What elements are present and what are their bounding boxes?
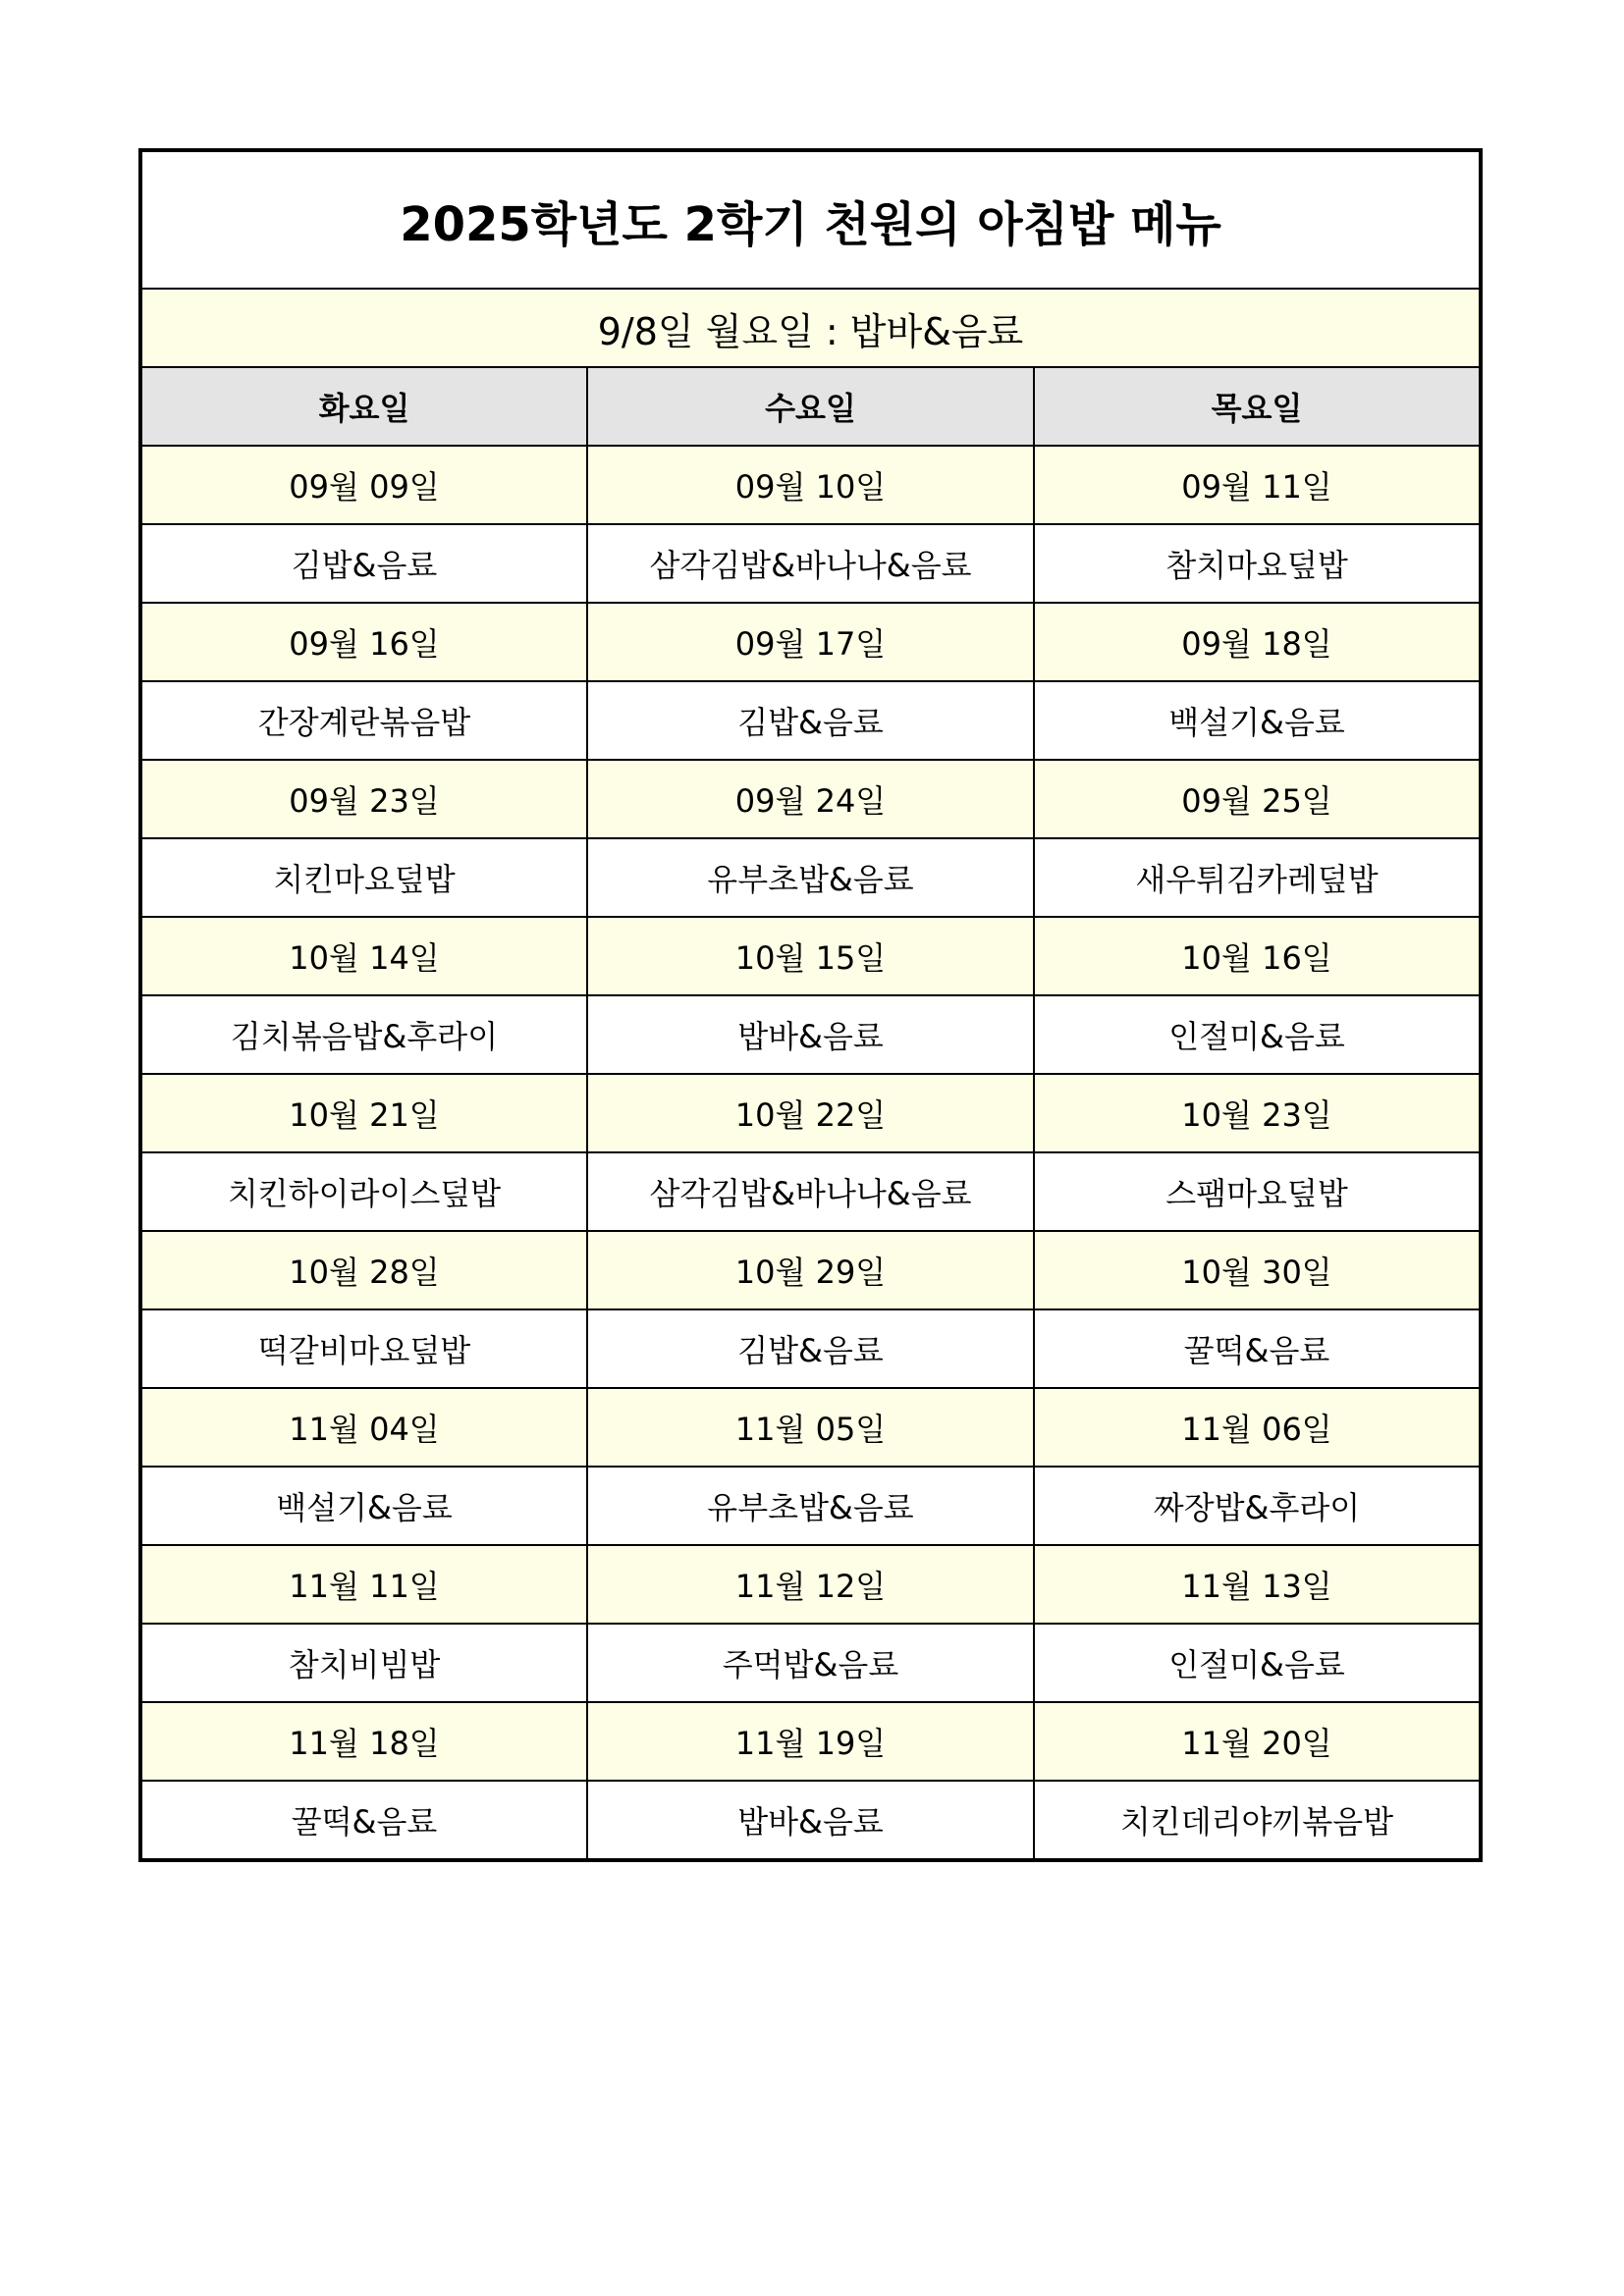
menu-cell-thursday: 참치마요덮밥 (1034, 524, 1481, 603)
date-cell-tuesday: 09월 23일 (140, 760, 587, 838)
menu-cell-wednesday: 주먹밥&음료 (587, 1624, 1034, 1702)
menu-cell-tuesday: 치킨마요덮밥 (140, 838, 587, 917)
date-cell-tuesday: 10월 28일 (140, 1231, 587, 1309)
date-cell-thursday: 10월 23일 (1034, 1074, 1481, 1152)
date-row (140, 603, 1481, 681)
menu-cell-wednesday: 김밥&음료 (587, 681, 1034, 760)
menu-cell-tuesday: 떡갈비마요덮밥 (140, 1309, 587, 1388)
header-wednesday: 수요일 (587, 367, 1034, 446)
menu-cell-tuesday: 참치비빔밥 (140, 1624, 587, 1702)
date-cell-tuesday: 10월 21일 (140, 1074, 587, 1152)
header-thursday: 목요일 (1034, 367, 1481, 446)
menu-table (138, 148, 1483, 1862)
menu-cell-thursday: 치킨데리야끼볶음밥 (1034, 1781, 1481, 1860)
subtitle-row (140, 289, 1481, 367)
menu-cell-tuesday: 김치볶음밥&후라이 (140, 995, 587, 1074)
date-cell-thursday: 10월 16일 (1034, 917, 1481, 995)
date-cell-tuesday: 10월 14일 (140, 917, 587, 995)
date-row (140, 1074, 1481, 1152)
date-cell-tuesday: 11월 11일 (140, 1545, 587, 1624)
menu-row (140, 1152, 1481, 1231)
title-row (140, 150, 1481, 289)
menu-row (140, 838, 1481, 917)
date-cell-thursday: 09월 11일 (1034, 446, 1481, 524)
menu-cell-thursday: 백설기&음료 (1034, 681, 1481, 760)
date-cell-tuesday: 09월 09일 (140, 446, 587, 524)
date-row (140, 1231, 1481, 1309)
date-row (140, 917, 1481, 995)
date-cell-thursday: 11월 13일 (1034, 1545, 1481, 1624)
date-cell-tuesday: 11월 18일 (140, 1702, 587, 1781)
menu-cell-wednesday: 김밥&음료 (587, 1309, 1034, 1388)
menu-cell-thursday: 꿀떡&음료 (1034, 1309, 1481, 1388)
date-cell-thursday: 09월 18일 (1034, 603, 1481, 681)
date-cell-wednesday: 09월 24일 (587, 760, 1034, 838)
date-row (140, 760, 1481, 838)
menu-cell-tuesday: 간장계란볶음밥 (140, 681, 587, 760)
menu-row (140, 995, 1481, 1074)
date-row (140, 1702, 1481, 1781)
date-cell-wednesday: 11월 19일 (587, 1702, 1034, 1781)
menu-row (140, 1624, 1481, 1702)
menu-cell-tuesday: 백설기&음료 (140, 1467, 587, 1545)
date-cell-wednesday: 11월 05일 (587, 1388, 1034, 1467)
date-cell-wednesday: 10월 22일 (587, 1074, 1034, 1152)
date-row (140, 1388, 1481, 1467)
menu-cell-thursday: 새우튀김카레덮밥 (1034, 838, 1481, 917)
menu-row (140, 524, 1481, 603)
menu-cell-tuesday: 치킨하이라이스덮밥 (140, 1152, 587, 1231)
menu-cell-wednesday: 삼각김밥&바나나&음료 (587, 1152, 1034, 1231)
header-tuesday: 화요일 (140, 367, 587, 446)
date-cell-thursday: 10월 30일 (1034, 1231, 1481, 1309)
menu-cell-tuesday: 김밥&음료 (140, 524, 587, 603)
menu-cell-tuesday: 꿀떡&음료 (140, 1781, 587, 1860)
menu-cell-thursday: 스팸마요덮밥 (1034, 1152, 1481, 1231)
date-row (140, 1545, 1481, 1624)
date-cell-thursday: 11월 20일 (1034, 1702, 1481, 1781)
date-cell-tuesday: 11월 04일 (140, 1388, 587, 1467)
date-cell-wednesday: 11월 12일 (587, 1545, 1034, 1624)
menu-cell-wednesday: 삼각김밥&바나나&음료 (587, 524, 1034, 603)
menu-cell-wednesday: 유부초밥&음료 (587, 1467, 1034, 1545)
menu-cell-wednesday: 밥바&음료 (587, 1781, 1034, 1860)
menu-row (140, 681, 1481, 760)
date-cell-thursday: 11월 06일 (1034, 1388, 1481, 1467)
menu-cell-thursday: 인절미&음료 (1034, 1624, 1481, 1702)
date-cell-wednesday: 10월 15일 (587, 917, 1034, 995)
menu-cell-wednesday: 밥바&음료 (587, 995, 1034, 1074)
menu-row (140, 1309, 1481, 1388)
date-cell-thursday: 09월 25일 (1034, 760, 1481, 838)
menu-row (140, 1467, 1481, 1545)
menu-cell-thursday: 인절미&음료 (1034, 995, 1481, 1074)
header-row (140, 367, 1481, 446)
date-cell-tuesday: 09월 16일 (140, 603, 587, 681)
menu-row (140, 1781, 1481, 1860)
date-row (140, 446, 1481, 524)
page-title: 2025학년도 2학기 천원의 아침밥 메뉴 (140, 150, 1481, 289)
monday-note: 9/8일 월요일 : 밥바&음료 (140, 289, 1481, 367)
date-cell-wednesday: 10월 29일 (587, 1231, 1034, 1309)
menu-cell-thursday: 짜장밥&후라이 (1034, 1467, 1481, 1545)
date-cell-wednesday: 09월 10일 (587, 446, 1034, 524)
date-cell-wednesday: 09월 17일 (587, 603, 1034, 681)
menu-cell-wednesday: 유부초밥&음료 (587, 838, 1034, 917)
